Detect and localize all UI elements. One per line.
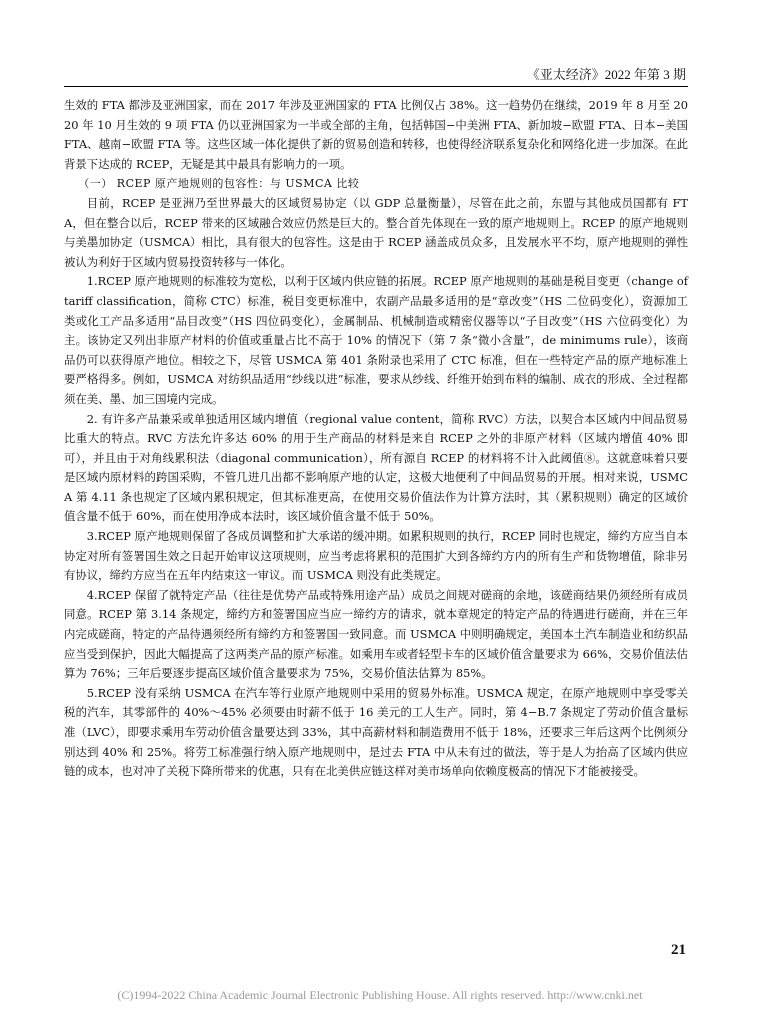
section-subheading: （一） RCEP 原产地规则的包容性：与 USMCA 比较 bbox=[78, 177, 360, 191]
copyright-footer: (C)1994-2022 China Academic Journal Electronic Publishing House. All rights reserved. http://www.cnki.net bbox=[117, 988, 643, 1002]
article-body bbox=[64, 96, 688, 782]
header-rule bbox=[64, 86, 688, 87]
paragraph-point-4: 4.RCEP 保留了就特定产品（往往是优势产品或特殊用途产品）成员之间规对磋商的余地，该磋商结果仍须经所有成员同意。RCEP 第 3.14 条规定，缔约方和签署国应当应一缔约方的请求，就本章规定的特定产品的待遇进行磋商，并在三年内完成磋商，特定的产品待遇须经所有缔约方和签署国一致同意。而 USMCA 中则明确规定，美国本土汽车制造业和纺织品应当受到保护，因此大幅提高了这两类产品的原产标准。如乘用车或者轻型卡车的区域价值含量要求为 66%，交易价值法估算为 76%；三年后要逐步提高区域价值含量要求为 75%，交易价值法估算为 85%。 bbox=[64, 587, 688, 681]
paragraph-point-3: 3.RCEP 原产地规则保留了各成员调整和扩大承诺的缓冲期。如累积规则的执行，RCEP 同时也规定，缔约方应当自本协定对所有签署国生效之日起开始审议这项规则，应当考虑将累积的范围扩大到各缔约方内的所有生产和货物增值，除非另有协议，缔约方应当在五年内结束这一审议。而 USMCA 则没有此类规定。 bbox=[64, 529, 688, 583]
page-number: 21 bbox=[671, 942, 686, 958]
paragraph-point-1: 1.RCEP 原产地规则的标准较为宽松，以利于区域内供应链的拓展。RCEP 原产地规则的基础是税目变更（change of tariff classification，简称 CTC）标准，税目变更标准中，农副产品最多适用的是“章改变”（HS 二位码变化），资源加工类或化工产品多适用“品目改变”（HS 四位码变化），金属制品、机械制造或精密仪器等以“子目改变”（HS 六位码变化）为主。该协定又列出非原产材料的价值或重量占比不高于 10% 的情况下（第 7 条“微小含量”，de minimums rule），该商品仍可以获得原产地位。相较之下，尽管 USMCA 第 401 条附录也采用了 CTC 标准，但在一些特定产品的原产地标准上要严格得多。例如，USMCA 对纺织品适用“纱线以进”标准，要求从纱线、纤维开始到布料的编制、成衣的形成、全过程都须在美、墨、加三国境内完成。 bbox=[64, 274, 688, 406]
paragraph-intro: 目前，RCEP 是亚洲乃至世界最大的区域贸易协定（以 GDP 总量衡量），尽管在此之前，东盟与其他成员国都有 FTA，但在整合以后，RCEP 带来的区域融合效应仍然是巨大的。整合首先体现在一致的原产地规则上。RCEP 的原产地规则与美墨加协定（USMCA）相比，具有很大的包容性。这是由于 RCEP 涵盖成员众多，且发展水平不均，原产地规则的弹性被认为利好于区域内贸易投资转移与一体化。 bbox=[64, 195, 688, 269]
paragraph-point-2: 2. 有许多产品兼采或单独适用区域内增值（regional value content，简称 RVC）方法，以契合本区域内中间品贸易比重大的特点。RVC 方法允许多达 60% 的用于生产商品的材料是来自 RCEP 之外的非原产材料（区域内增值 40% 即可），并且由于对角线累积法（diagonal communication），所有源自 RCEP 的材料将不计入此阈值⑧。这就意味着只要是区域内原材料的跨国采购，不管几进几出都不影响原产地的认定，这极大地便利了中间品贸易的开展。相对来说，USMCA 第 4.11 条也规定了区域内累积规定，但其标准更高，在使用交易价值法作为计算方法时，其（累积规则）确定的区域价值含量不低于 60%，而在使用净成本法时，该区域价值含量不低于 50%。 bbox=[64, 411, 688, 524]
paragraph-continued: 生效的 FTA 都涉及亚洲国家，而在 2017 年涉及亚洲国家的 FTA 比例仅占 38%。这一趋势仍在继续，2019 年 8 月至 2020 年 10 月生效的 9 项 FTA 仍以亚洲国家为一半或全部的主角，包括韩国−中美洲 FTA、新加坡−欧盟 FTA、日本−美国 FTA、越南−欧盟 FTA 等。这些区域一体化提供了新的贸易创造和转移，也使得经济联系复杂化和网络化进一步加深。在此背景下达成的 RCEP，无疑是其中最具有影响力的一项。 bbox=[64, 98, 688, 171]
journal-header: 《亚太经济》2022 年第 3 期 bbox=[526, 67, 686, 82]
paragraph-point-5: 5.RCEP 没有采纳 USMCA 在汽车等行业原产地规则中采用的贸易外标准。USMCA 规定，在原产地规则中享受零关税的汽车，其零部件的 40%～45% 必须要由时薪不低于 16 美元的工人生产。同时，第 4−B.7 条规定了劳动价值含量标准（LVC），即要求乘用车劳动价值含量要达到 33%，其中高薪材料和制造费用不低于 18%，还要求三年后这两个比例须分别达到 40% 和 25%。将劳工标准强行纳入原产地规则中，是过去 FTA 中从未有过的做法，等于是人为抬高了区域内供应链的成本，也对冲了关税下降所带来的优惠，只有在北美供应链这样对美市场单向依赖度极高的情况下才能被接受。 bbox=[64, 685, 688, 779]
